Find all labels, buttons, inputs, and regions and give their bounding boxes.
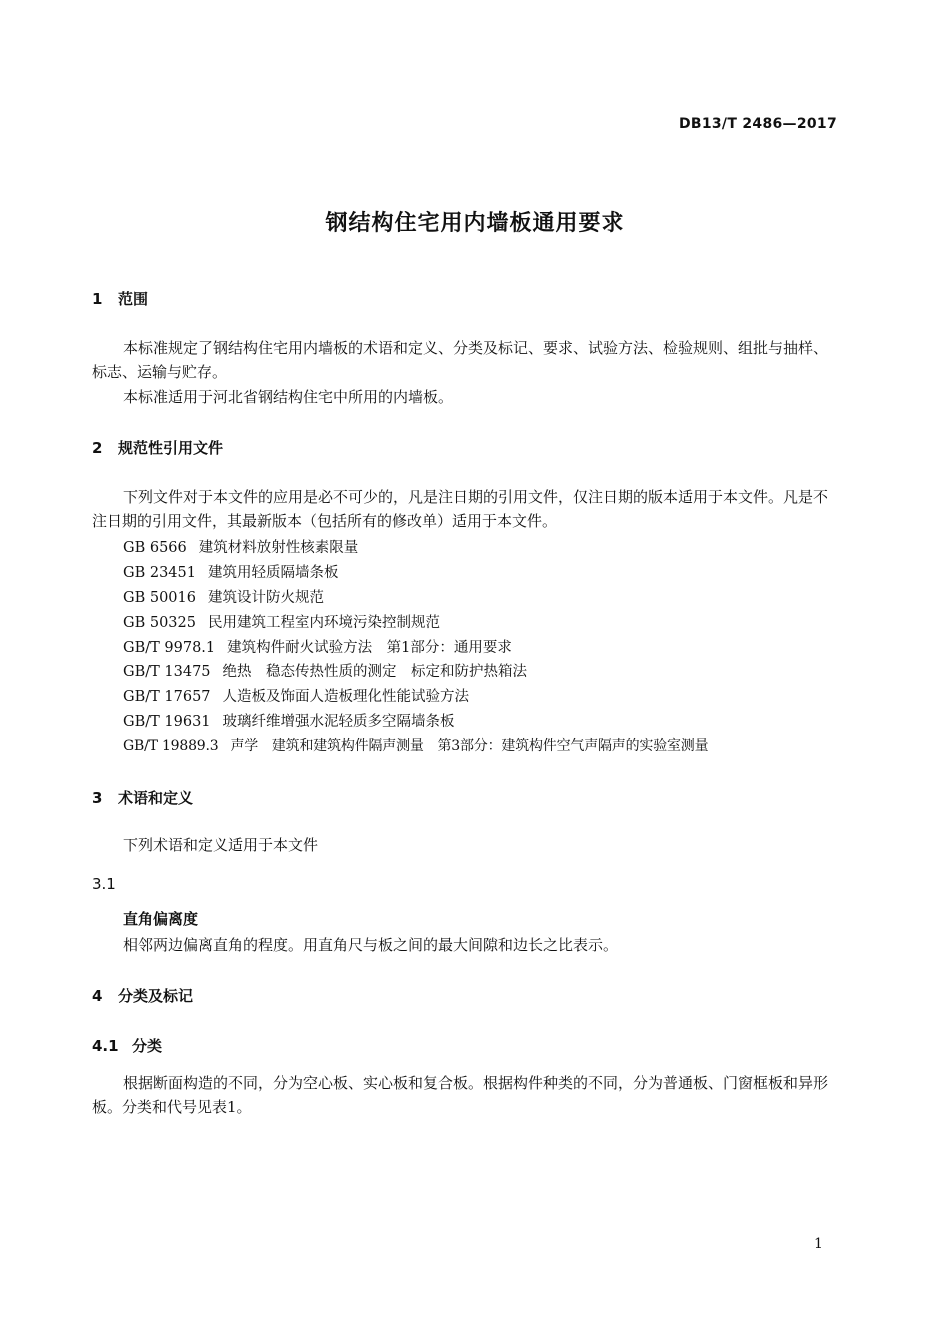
section-3-heading [92, 787, 193, 808]
reference-item [123, 710, 455, 731]
document-title: 钢结构住宅用内墙板通用要求 [325, 211, 625, 236]
reference-code: GB 50016 [123, 590, 196, 606]
reference-title: 玻璃纤维增强水泥轻质多空隔墙条板 [222, 714, 455, 730]
reference-code: GB 23451 [123, 565, 196, 581]
section-number: 4 [92, 987, 103, 1005]
reference-item [123, 735, 708, 755]
section-title: 规范性引用文件 [118, 439, 224, 457]
reference-title: 人造板及饰面人造板理化性能试验方法 [222, 689, 470, 705]
section-title: 范围 [118, 290, 149, 308]
reference-code: GB/T 9978.1 [123, 640, 216, 656]
reference-code: GB 6566 [123, 540, 187, 556]
references-intro: 下列文件对于本文件的应用是必不可少的，凡是注日期的引用文件，仅注日期的版本适用于本文件。凡是不注日期的引用文件，其最新版本（包括所有的修改单）适用于本文件。 [92, 488, 829, 530]
reference-title: 绝热 稳态传热性质的测定 标定和防护热箱法 [222, 664, 528, 680]
section-number: 3 [92, 789, 103, 807]
reference-title: 建筑材料放射性核素限量 [198, 540, 359, 556]
reference-item [123, 611, 440, 632]
reference-title: 建筑设计防火规范 [207, 590, 324, 606]
reference-item [123, 561, 338, 582]
section-1-heading [92, 288, 148, 309]
scope-paragraph-2: 本标准适用于河北省钢结构住宅中所用的内墙板。 [123, 388, 454, 406]
section-4-heading [92, 985, 193, 1006]
reference-item [123, 536, 358, 557]
reference-title: 建筑用轻质隔墙条板 [207, 565, 339, 581]
term-name: 直角偏离度 [123, 910, 199, 928]
section-number: 2 [92, 439, 103, 457]
reference-item [123, 586, 324, 607]
reference-code: GB/T 19889.3 [123, 738, 219, 754]
reference-title: 建筑构件耐火试验方法 第1部分：通用要求 [227, 640, 512, 656]
reference-code: GB 50325 [123, 615, 196, 631]
subsection-title: 分类 [132, 1037, 163, 1055]
section-2-heading [92, 437, 223, 458]
reference-title: 民用建筑工程室内环境污染控制规范 [207, 615, 440, 631]
page-number: 1 [814, 1236, 823, 1252]
subsection-number: 4.1 [92, 1037, 119, 1055]
reference-item [123, 685, 469, 706]
terms-intro: 下列术语和定义适用于本文件 [123, 836, 319, 854]
standard-code: DB13/T 2486—2017 [678, 116, 837, 132]
term-number: 3.1 [92, 875, 116, 893]
section-title: 术语和定义 [118, 789, 194, 807]
section-number: 1 [92, 290, 103, 308]
reference-item [123, 660, 527, 681]
term-definition: 相邻两边偏离直角的程度。用直角尺与板之间的最大间隙和边长之比表示。 [123, 936, 619, 954]
reference-item [123, 636, 512, 657]
section-title: 分类及标记 [118, 987, 194, 1005]
reference-code: GB/T 17657 [123, 689, 211, 705]
scope-paragraph-1: 本标准规定了钢结构住宅用内墙板的术语和定义、分类及标记、要求、试验方法、检验规则、组批与抽样、标志、运输与贮存。 [92, 339, 829, 381]
reference-code: GB/T 13475 [123, 664, 211, 680]
reference-code: GB/T 19631 [123, 714, 211, 730]
reference-title: 声学 建筑和建筑构件隔声测量 第3部分：建筑构件空气声隔声的实验室测量 [230, 738, 709, 754]
subsection-4-1-heading [92, 1035, 162, 1056]
classification-paragraph: 根据断面构造的不同，分为空心板、实心板和复合板。根据构件种类的不同，分为普通板、门窗框板和异形板。分类和代号见表1。 [92, 1074, 829, 1116]
